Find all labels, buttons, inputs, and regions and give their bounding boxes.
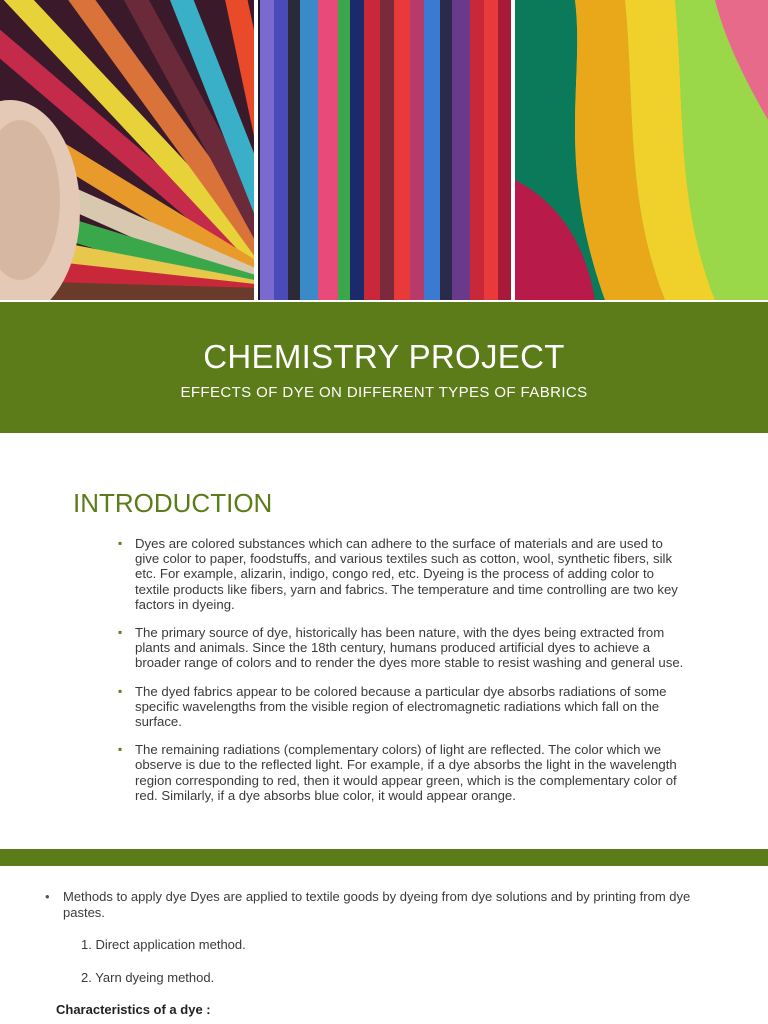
methods-text: • Methods to apply dye Dyes are applied to textile goods by dyeing from dye solutions and by printing from dye pastes. [45,889,695,920]
introduction-list [118,536,690,816]
title-banner [0,302,768,433]
introduction-heading: INTRODUCTION [73,488,273,518]
hanging-yarn-skeins-photo [258,0,511,300]
section-divider [0,849,768,866]
methods-section [45,889,695,920]
intro-paragraph: ▪ Dyes are colored substances which can adhere to the surface of materials and are used to give color to paper, foodstuffs, and various textiles such as cotton, wool, synthetic fibers, silk etc. For example, alizarin, indigo, congo red, etc. Dyeing is the process of adding color to textile products like fibers, yarn and fabrics. The temperature and time controlling are two key factors in dyeing. [118,536,690,612]
intro-paragraph: ▪ The remaining radiations (complementary colors) of light are reflected. The color which we observe is due to the reflected light. For example, if a dye absorbs the light in the wavelength region corresponding to red, then it would appear green, which is the complementary color of red. Similarly, if a dye absorbs blue color, it would appear orange. [118,742,690,803]
method-step: 2. Yarn dyeing method. [81,970,215,985]
page-title: CHEMISTRY PROJECT [203,338,565,375]
characteristics-heading: Characteristics of a dye : [56,1002,211,1017]
header-photo-strip [0,0,768,300]
intro-paragraph: ▪ The primary source of dye, historically has been nature, with the dyes being extracted from plants and animals. Since the 18th century, humans produced artificial dyes to achieve a broader range of colors and to render the dyes more stable to resist washing and general use. [118,625,690,671]
dyed-yarn-fan-photo [0,0,254,300]
page-subtitle: EFFECTS OF DYE ON DIFFERENT TYPES OF FABRICS [180,384,588,401]
method-step: 1. Direct application method. [81,937,246,952]
satin-fabrics-photo [515,0,768,300]
intro-paragraph: ▪ The dyed fabrics appear to be colored because a particular dye absorbs radiations of some specific wavelengths from the visible region of electromagnetic radiations which fall on the surface. [118,684,690,730]
